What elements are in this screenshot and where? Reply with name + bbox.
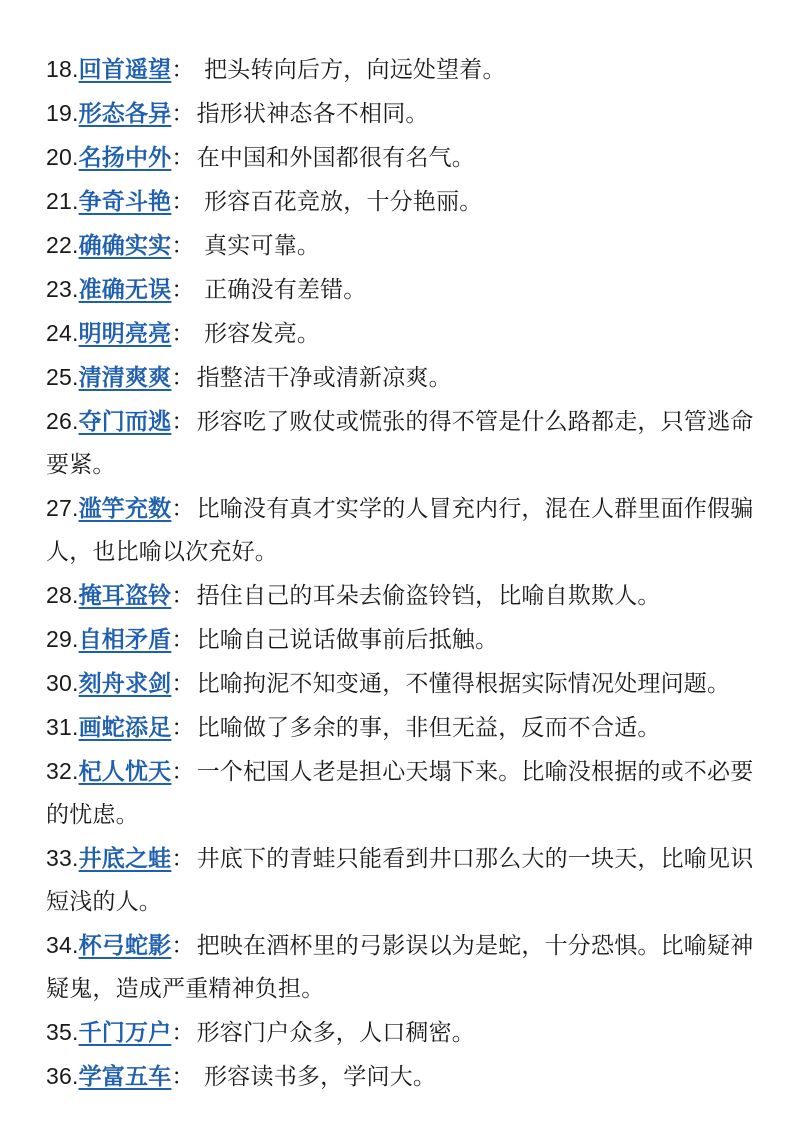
idiom-entry xyxy=(46,706,756,750)
idiom-definition: 形容发亮。 xyxy=(196,321,321,347)
idiom-term-link[interactable]: 形态各异 xyxy=(78,101,172,127)
idiom-definition: 井底下的青蛙只能看到井口那么大的一块天，比喻见识短浅的人。 xyxy=(46,846,754,915)
entry-colon: ： xyxy=(171,715,195,741)
entry-colon: ： xyxy=(171,101,195,127)
idiom-term-link[interactable]: 确确实实 xyxy=(78,233,172,259)
idiom-term-link[interactable]: 杯弓蛇影 xyxy=(78,933,172,959)
idiom-term-link[interactable]: 回首遥望 xyxy=(78,57,172,83)
idiom-entry xyxy=(46,356,756,400)
idiom-definition: 把头转向后方，向远处望着。 xyxy=(196,57,506,83)
idiom-definition: 形容吃了败仗或慌张的得不管是什么路都走，只管逃命要紧。 xyxy=(46,409,754,478)
idiom-definition: 比喻做了多余的事，非但无益，反而不合适。 xyxy=(196,715,661,741)
idiom-entry xyxy=(46,224,756,268)
idiom-definition: 形容门户众多，人口稠密。 xyxy=(196,1020,475,1046)
entry-number: 18. xyxy=(46,56,79,82)
entry-number: 30. xyxy=(46,670,79,696)
idiom-entry xyxy=(46,136,756,180)
entry-number: 24. xyxy=(46,320,79,346)
entry-number: 34. xyxy=(46,932,79,958)
idiom-entry xyxy=(46,574,756,618)
idiom-definition: 比喻拘泥不知变通，不懂得根据实际情况处理问题。 xyxy=(196,671,731,697)
idiom-entry xyxy=(46,92,756,136)
entry-colon: ： xyxy=(171,627,195,653)
idiom-term-link[interactable]: 井底之蛙 xyxy=(78,846,172,872)
idiom-term-link[interactable]: 学富五车 xyxy=(78,1064,172,1090)
entry-colon: ： xyxy=(171,233,195,259)
entry-colon: ： xyxy=(171,583,195,609)
idiom-term-link[interactable]: 名扬中外 xyxy=(78,145,172,171)
idiom-entry xyxy=(46,400,756,487)
entry-number: 21. xyxy=(46,188,79,214)
idiom-entry xyxy=(46,312,756,356)
entry-colon: ： xyxy=(171,57,195,83)
idiom-term-link[interactable]: 滥竽充数 xyxy=(78,496,172,522)
entry-colon: ： xyxy=(171,671,195,697)
idiom-definition: 把映在酒杯里的弓影误以为是蛇，十分恐惧。比喻疑神疑鬼，造成严重精神负担。 xyxy=(46,933,754,1002)
entry-number: 26. xyxy=(46,408,79,434)
idiom-entry xyxy=(46,662,756,706)
entry-colon: ： xyxy=(171,321,195,347)
idiom-entry xyxy=(46,924,756,1011)
idiom-definition: 在中国和外国都很有名气。 xyxy=(196,145,475,171)
entry-colon: ： xyxy=(171,1020,195,1046)
entry-colon: ： xyxy=(171,189,195,215)
entry-colon: ： xyxy=(171,759,195,785)
idiom-definition: 正确没有差错。 xyxy=(196,277,367,303)
entry-number: 19. xyxy=(46,100,79,126)
entry-number: 28. xyxy=(46,582,79,608)
entry-colon: ： xyxy=(171,496,195,522)
idiom-definition: 真实可靠。 xyxy=(196,233,321,259)
entry-number: 22. xyxy=(46,232,79,258)
entry-number: 36. xyxy=(46,1063,79,1089)
entry-number: 31. xyxy=(46,714,79,740)
entry-colon: ： xyxy=(171,409,195,435)
idiom-definition: 形容读书多，学问大。 xyxy=(196,1064,437,1090)
entry-number: 25. xyxy=(46,364,79,390)
idiom-term-link[interactable]: 千门万户 xyxy=(78,1020,172,1046)
idiom-term-link[interactable]: 自相矛盾 xyxy=(78,627,172,653)
entry-colon: ： xyxy=(171,365,195,391)
idiom-entry xyxy=(46,750,756,837)
entry-number: 29. xyxy=(46,626,79,652)
idiom-definition: 指形状神态各不相同。 xyxy=(196,101,429,127)
idiom-definition: 一个杞国人老是担心天塌下来。比喻没根据的或不必要的忧虑。 xyxy=(46,759,754,828)
idiom-entry xyxy=(46,1055,756,1099)
idiom-entry xyxy=(46,837,756,924)
idiom-term-link[interactable]: 清清爽爽 xyxy=(78,365,172,391)
entry-colon: ： xyxy=(171,1064,195,1090)
idiom-entry xyxy=(46,618,756,662)
idiom-entry xyxy=(46,487,756,574)
entry-number: 23. xyxy=(46,276,79,302)
entry-number: 33. xyxy=(46,845,79,871)
idiom-entry xyxy=(46,180,756,224)
entry-colon: ： xyxy=(171,846,195,872)
idiom-term-link[interactable]: 准确无误 xyxy=(78,277,172,303)
idiom-term-link[interactable]: 杞人忧天 xyxy=(78,759,172,785)
entry-number: 20. xyxy=(46,144,79,170)
entry-number: 27. xyxy=(46,495,79,521)
entry-number: 35. xyxy=(46,1019,79,1045)
idiom-definition: 形容百花竞放，十分艳丽。 xyxy=(196,189,483,215)
idiom-term-link[interactable]: 掩耳盗铃 xyxy=(78,583,172,609)
idiom-definition: 指整洁干净或清新凉爽。 xyxy=(196,365,452,391)
idiom-entry xyxy=(46,268,756,312)
entry-colon: ： xyxy=(171,277,195,303)
idiom-definition: 捂住自己的耳朵去偷盗铃铛，比喻自欺欺人。 xyxy=(196,583,661,609)
idiom-entry xyxy=(46,48,756,92)
idiom-term-link[interactable]: 明明亮亮 xyxy=(78,321,172,347)
idiom-term-link[interactable]: 夺门而逃 xyxy=(78,409,172,435)
idiom-term-link[interactable]: 画蛇添足 xyxy=(78,715,172,741)
entry-number: 32. xyxy=(46,758,79,784)
idiom-definition: 比喻没有真才实学的人冒充内行，混在人群里面作假骗人，也比喻以次充好。 xyxy=(46,496,754,565)
entry-colon: ： xyxy=(171,145,195,171)
idiom-term-link[interactable]: 争奇斗艳 xyxy=(78,189,172,215)
idiom-definition: 比喻自己说话做事前后抵触。 xyxy=(196,627,499,653)
idiom-term-link[interactable]: 刻舟求剑 xyxy=(78,671,172,697)
entry-colon: ： xyxy=(171,933,195,959)
idiom-entry xyxy=(46,1011,756,1055)
